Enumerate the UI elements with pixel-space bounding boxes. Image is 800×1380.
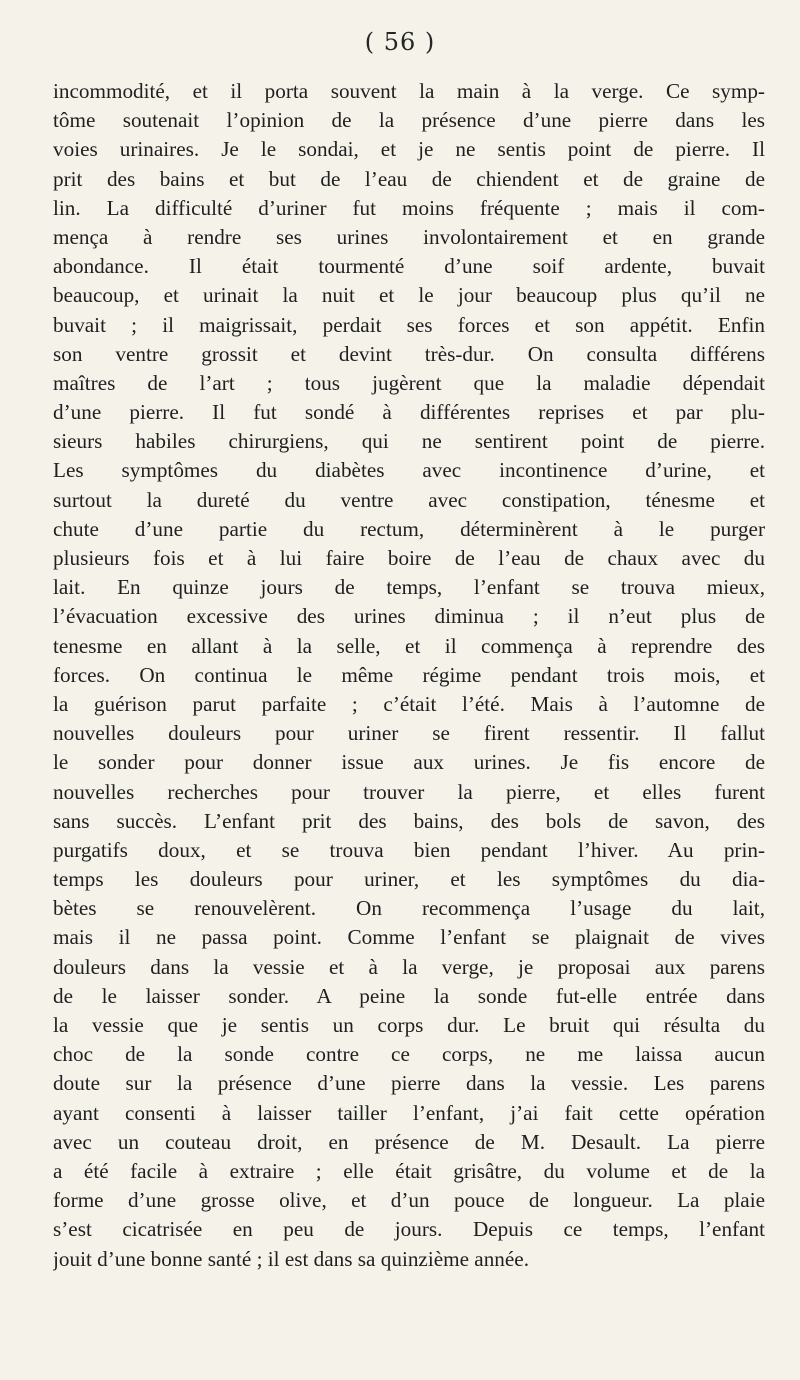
text-line: forme d’une grosse olive, et d’un pouce de longueur. La plaie <box>53 1188 765 1213</box>
text-line: s’est cicatrisée en peu de jours. Depuis ce temps, l’enfant <box>53 1217 765 1242</box>
text-line: abondance. Il était tourmenté d’une soif ardente, buvait <box>53 254 765 279</box>
text-line: prit des bains et but de l’eau de chiendent et de graine de <box>53 166 765 191</box>
text-line: l’évacuation excessive des urines diminua ; il n’eut plus de <box>53 604 765 629</box>
text-line: purgatifs doux, et se trouva bien pendant l’hiver. Au prin- <box>53 837 765 862</box>
text-line: de le laisser sonder. A peine la sonde fut-elle entrée dans <box>53 983 765 1008</box>
text-line: chute d’une partie du rectum, déterminèrent à le purger <box>53 516 765 541</box>
text-line: son ventre grossit et devint très-dur. On consulta différens <box>53 341 765 366</box>
text-line: d’une pierre. Il fut sondé à différentes reprises et par plu- <box>53 400 765 425</box>
text-line: la guérison parut parfaite ; c’était l’été. Mais à l’automne de <box>53 691 765 716</box>
body-text <box>53 77 765 1274</box>
text-line: voies urinaires. Je le sondai, et je ne sentis point de pierre. Il <box>53 137 765 162</box>
text-line: forces. On continua le même régime pendant trois mois, et <box>53 662 765 687</box>
text-line: incommodité, et il porta souvent la main à la verge. Ce symp- <box>53 79 765 103</box>
text-line: douleurs dans la vessie et à la verge, je proposai aux parens <box>53 954 765 979</box>
text-line: sans succès. L’enfant prit des bains, des bols de savon, des <box>53 808 765 833</box>
text-line: avec un couteau droit, en présence de M. Desault. La pierre <box>53 1129 765 1154</box>
page-number: ( 56 ) <box>364 28 436 56</box>
text-line: lait. En quinze jours de temps, l’enfant se trouva mieux, <box>53 575 765 600</box>
text-line: tenesme en allant à la selle, et il commença à reprendre des <box>53 633 765 658</box>
text-line: nouvelles douleurs pour uriner se firent ressentir. Il fallut <box>53 721 765 746</box>
text-line: lin. La difficulté d’uriner fut moins fréquente ; mais il com- <box>53 195 765 220</box>
text-line: temps les douleurs pour uriner, et les symptômes du dia- <box>53 867 765 892</box>
text-line: doute sur la présence d’une pierre dans la vessie. Les parens <box>53 1071 765 1096</box>
text-line: buvait ; il maigrissait, perdait ses forces et son appétit. Enfin <box>53 312 765 337</box>
text-line: sieurs habiles chirurgiens, qui ne sentirent point de pierre. <box>53 429 765 454</box>
text-line: nouvelles recherches pour trouver la pierre, et elles furent <box>53 779 765 804</box>
text-line: jouit d’une bonne santé ; il est dans sa quinzième année. <box>53 1246 529 1271</box>
text-line: maîtres de l’art ; tous jugèrent que la maladie dépendait <box>53 370 765 395</box>
text-line: mença à rendre ses urines involontairement et en grande <box>53 224 765 249</box>
text-line: a été facile à extraire ; elle était grisâtre, du volume et de la <box>53 1158 765 1183</box>
text-line: le sonder pour donner issue aux urines. Je fis encore de <box>53 750 765 775</box>
text-line: bètes se renouvelèrent. On recommença l’usage du lait, <box>53 896 765 921</box>
text-line: Les symptômes du diabètes avec incontinence d’urine, et <box>53 458 765 483</box>
text-line: ayant consenti à laisser tailler l’enfant, j’ai fait cette opération <box>53 1100 765 1125</box>
text-line: la vessie que je sentis un corps dur. Le bruit qui résulta du <box>53 1013 765 1037</box>
text-line: surtout la dureté du ventre avec constipation, ténesme et <box>53 487 765 512</box>
text-line: plusieurs fois et à lui faire boire de l’eau de chaux avec du <box>53 546 765 570</box>
text-line: mais il ne passa point. Comme l’enfant se plaignait de vives <box>53 925 765 950</box>
text-line: tôme soutenait l’opinion de la présence d’une pierre dans les <box>53 108 765 133</box>
text-line: beaucoup, et urinait la nuit et le jour beaucoup plus qu’il ne <box>53 283 765 308</box>
text-line: choc de la sonde contre ce corps, ne me laissa aucun <box>53 1042 765 1067</box>
